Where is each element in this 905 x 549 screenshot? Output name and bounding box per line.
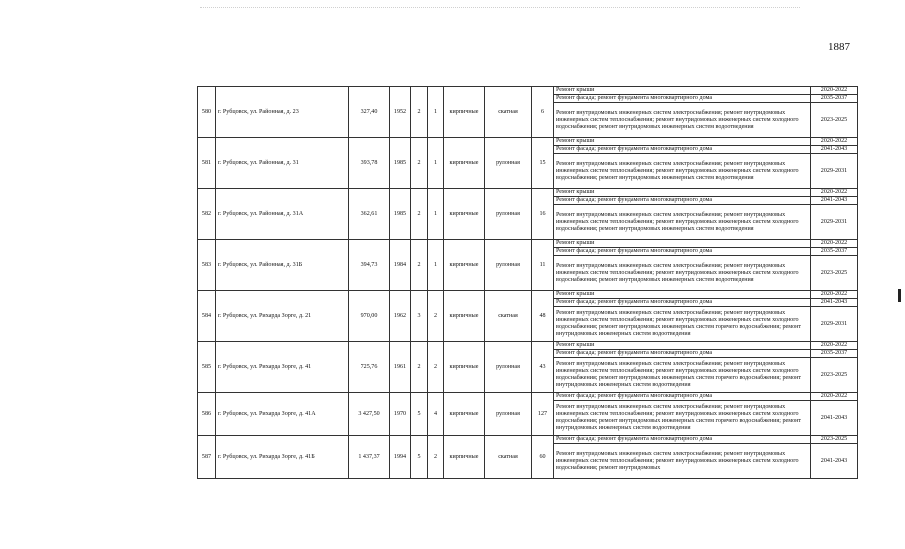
work-period: 2041-2043 [811,197,858,205]
work-type: Ремонт фасада; ремонт фундамента многоквартирного дома [554,146,811,154]
house-floors: 5 [411,393,428,436]
house-walls: кирпичные [444,138,485,189]
work-period: 2020-2022 [811,138,858,146]
house-walls: кирпичные [444,291,485,342]
house-roof: скатная [485,436,532,479]
house-year: 1952 [390,87,411,138]
house-walls: кирпичные [444,87,485,138]
house-flats: 16 [532,189,554,240]
work-type: Ремонт внутридомовых инженерных систем электроснабжения; ремонт внутридомовых инженерных систем теплоснабжения; ремонт внутридомовых инженерных систем холодного водоснабжения; ремонт внутридомовых инженерных систем горячего водоснабжения; ремонт внутридомовых инженерных систем водоотведения [554,401,811,436]
house-year: 1961 [390,342,411,393]
house-walls: кирпичные [444,189,485,240]
work-period: 2023-2025 [811,256,858,291]
house-area: 970,00 [349,291,390,342]
house-year: 1970 [390,393,411,436]
house-floors: 5 [411,436,428,479]
scan-top-border [200,7,800,9]
house-year: 1985 [390,138,411,189]
house-address: г. Рубцовск, ул. Районная, д. 23 [216,87,349,138]
house-walls: кирпичные [444,436,485,479]
work-period: 2020-2022 [811,291,858,299]
work-period: 2020-2022 [811,393,858,401]
house-roof: рулонная [485,342,532,393]
house-address: г. Рубцовск, ул. Рихарда Зорге, д. 41 [216,342,349,393]
house-walls: кирпичные [444,240,485,291]
house-entrances: 2 [428,436,444,479]
table-row [198,189,858,197]
house-entrances: 2 [428,291,444,342]
work-type: Ремонт фасада; ремонт фундамента многоквартирного дома [554,197,811,205]
house-floors: 3 [411,291,428,342]
work-type: Ремонт фасада; ремонт фундамента многоквартирного дома [554,393,811,401]
house-flats: 127 [532,393,554,436]
work-period: 2020-2022 [811,240,858,248]
house-flats: 60 [532,436,554,479]
house-floors: 2 [411,240,428,291]
work-type: Ремонт внутридомовых инженерных систем электроснабжения; ремонт внутридомовых инженерных систем теплоснабжения; ремонт внутридомовых инженерных систем холодного водоснабжения; ремонт внутридомовых [554,444,811,479]
work-period: 2023-2025 [811,103,858,138]
house-roof: рулонная [485,189,532,240]
house-year: 1962 [390,291,411,342]
house-number: 584 [198,291,216,342]
house-entrances: 1 [428,87,444,138]
house-address: г. Рубцовск, ул. Рихарда Зорге, д. 41Б [216,436,349,479]
table-body [198,87,858,479]
work-period: 2023-2025 [811,436,858,444]
work-period: 2035-2037 [811,248,858,256]
work-period: 2041-2043 [811,299,858,307]
work-type: Ремонт крыши [554,189,811,197]
work-type: Ремонт внутридомовых инженерных систем электроснабжения; ремонт внутридомовых инженерных систем теплоснабжения; ремонт внутридомовых инженерных систем холодного водоснабжения; ремонт внутридомовых инженерных систем водоотведения [554,103,811,138]
work-period: 2041-2043 [811,401,858,436]
house-area: 327,40 [349,87,390,138]
work-type: Ремонт крыши [554,291,811,299]
work-period: 2041-2043 [811,444,858,479]
house-flats: 6 [532,87,554,138]
repair-schedule-table [197,86,858,479]
house-area: 394,73 [349,240,390,291]
house-area: 3 427,50 [349,393,390,436]
table-row [198,393,858,401]
work-period: 2020-2022 [811,87,858,95]
house-flats: 43 [532,342,554,393]
house-year: 1984 [390,240,411,291]
table-row [198,436,858,444]
house-number: 581 [198,138,216,189]
work-type: Ремонт крыши [554,138,811,146]
house-floors: 2 [411,342,428,393]
work-period: 2023-2025 [811,358,858,393]
work-period: 2029-2031 [811,307,858,342]
house-floors: 2 [411,87,428,138]
house-number: 586 [198,393,216,436]
work-period: 2035-2037 [811,350,858,358]
house-roof: скатная [485,291,532,342]
work-type: Ремонт фасада; ремонт фундамента многоквартирного дома [554,95,811,103]
work-period: 2029-2031 [811,154,858,189]
house-floors: 2 [411,138,428,189]
work-type: Ремонт внутридомовых инженерных систем электроснабжения; ремонт внутридомовых инженерных систем теплоснабжения; ремонт внутридомовых инженерных систем холодного водоснабжения; ремонт внутридомовых инженерных систем водоотведения [554,154,811,189]
work-type: Ремонт внутридомовых инженерных систем электроснабжения; ремонт внутридомовых инженерных систем теплоснабжения; ремонт внутридомовых инженерных систем холодного водоснабжения; ремонт внутридомовых инженерных систем водоотведения [554,256,811,291]
work-type: Ремонт крыши [554,87,811,95]
work-type: Ремонт фасада; ремонт фундамента многоквартирного дома [554,248,811,256]
house-walls: кирпичные [444,342,485,393]
house-address: г. Рубцовск, ул. Рихарда Зорге, д. 21 [216,291,349,342]
work-type: Ремонт фасада; ремонт фундамента многоквартирного дома [554,436,811,444]
work-type: Ремонт крыши [554,240,811,248]
table-row [198,138,858,146]
house-area: 362,61 [349,189,390,240]
house-entrances: 1 [428,189,444,240]
house-area: 393,78 [349,138,390,189]
house-walls: кирпичные [444,393,485,436]
work-type: Ремонт крыши [554,342,811,350]
house-roof: рулонная [485,138,532,189]
work-type: Ремонт фасада; ремонт фундамента многоквартирного дома [554,350,811,358]
house-roof: скатная [485,87,532,138]
house-year: 1994 [390,436,411,479]
house-floors: 2 [411,189,428,240]
table-row [198,342,858,350]
scan-edge-mark [898,289,901,302]
house-number: 585 [198,342,216,393]
work-type: Ремонт внутридомовых инженерных систем электроснабжения; ремонт внутридомовых инженерных систем теплоснабжения; ремонт внутридомовых инженерных систем холодного водоснабжения; ремонт внутридомовых инженерных систем горячего водоснабжения; ремонт внутридомовых инженерных систем водоотведения [554,358,811,393]
house-address: г. Рубцовск, ул. Рихарда Зорге, д. 41А [216,393,349,436]
work-type: Ремонт внутридомовых инженерных систем электроснабжения; ремонт внутридомовых инженерных систем теплоснабжения; ремонт внутридомовых инженерных систем холодного водоснабжения; ремонт внутридомовых инженерных систем водоотведения [554,205,811,240]
house-year: 1985 [390,189,411,240]
house-address: г. Рубцовск, ул. Районная, д. 31А [216,189,349,240]
house-flats: 11 [532,240,554,291]
house-number: 580 [198,87,216,138]
house-flats: 15 [532,138,554,189]
work-period: 2029-2031 [811,205,858,240]
house-roof: рулонная [485,240,532,291]
work-period: 2020-2022 [811,189,858,197]
table-row [198,291,858,299]
house-area: 725,76 [349,342,390,393]
page-number: 1887 [828,41,850,53]
house-entrances: 4 [428,393,444,436]
work-period: 2035-2037 [811,95,858,103]
work-period: 2020-2022 [811,342,858,350]
house-address: г. Рубцовск, ул. Районная, д. 31 [216,138,349,189]
house-address: г. Рубцовск, ул. Районная, д. 31Б [216,240,349,291]
house-flats: 48 [532,291,554,342]
house-entrances: 1 [428,240,444,291]
house-entrances: 2 [428,342,444,393]
work-period: 2041-2043 [811,146,858,154]
house-entrances: 1 [428,138,444,189]
house-number: 587 [198,436,216,479]
house-area: 1 437,37 [349,436,390,479]
table-row [198,87,858,95]
house-number: 583 [198,240,216,291]
house-roof: рулонная [485,393,532,436]
work-type: Ремонт фасада; ремонт фундамента многоквартирного дома [554,299,811,307]
table-row [198,240,858,248]
house-number: 582 [198,189,216,240]
work-type: Ремонт внутридомовых инженерных систем электроснабжения; ремонт внутридомовых инженерных систем теплоснабжения; ремонт внутридомовых инженерных систем холодного водоснабжения; ремонт внутридомовых инженерных систем горячего водоснабжения; ремонт внутридомовых инженерных систем водоотведения [554,307,811,342]
